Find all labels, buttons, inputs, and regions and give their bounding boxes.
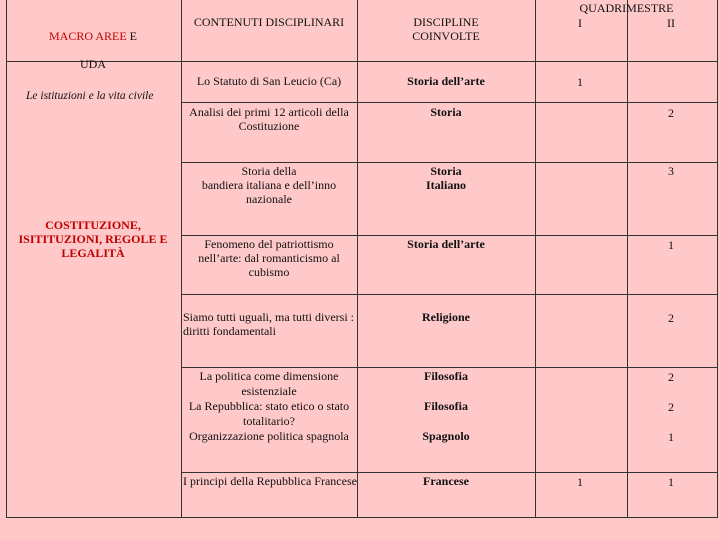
row-divider [181,162,718,163]
header-uda-label: UDA [80,57,106,71]
row-divider [181,367,718,368]
row-7-q2: 1 [668,475,674,489]
row-4-q2: 1 [668,238,674,252]
header-discipline: DISCIPLINE COINVOLTE [412,15,480,43]
row-5-q2: 2 [668,311,674,325]
row-6-q2-a: 2 [668,370,674,384]
row-divider [181,235,718,236]
row-divider [181,472,718,473]
row-5-discipline: Religione [422,310,470,324]
row-2-discipline: Storia [430,105,462,119]
row-6-content: La politica come dimensione esistenziale La Repubblica: stato etico o stato totalitario? Organizzazione politica spagnola [188,369,350,443]
header-quadrimestre-1: I [578,16,582,30]
table-border-bottom [6,517,718,518]
row-divider [181,294,718,295]
row-6-discipline-b: Filosofia [424,399,468,413]
column-divider [535,0,536,518]
row-6-discipline-c: Spagnolo [422,429,470,443]
header-macro-suffix: E [126,29,138,43]
row-3-q2: 3 [668,164,674,178]
header-quadrimestre: QUADRIMESTRE [579,1,674,15]
header-macro-aree [10,15,176,71]
row-1-discipline: Storia dell’arte [407,74,485,88]
table-border-right [717,0,718,518]
theme-main-label: COSTITUZIONE, ISITITUZIONI, REGOLE E LEGALITÀ [18,218,168,260]
row-2-content: Analisi dei primi 12 articoli della Costituzione [189,105,349,133]
table-border-left [6,0,7,518]
theme-italic-label: Le istituzioni e la vita civile [26,90,154,102]
row-7-content: I principi della Repubblica Francese [183,474,357,488]
row-2-q2: 2 [668,106,674,120]
row-4-discipline: Storia dell’arte [407,237,485,251]
row-4-content: Fenomeno del patriottismo nell’arte: dal romanticismo al cubismo [198,237,340,279]
row-1-content: Lo Statuto di San Leucio (Ca) [196,74,342,88]
row-5-content: Siamo tutti uguali, ma tutti diversi : diritti fondamentali [183,310,354,338]
row-divider [181,102,718,103]
row-7-discipline: Francese [423,474,469,488]
row-6-q2-c: 1 [668,430,674,444]
row-6-discipline-a: Filosofia [424,369,468,383]
row-7-q1: 1 [577,475,583,489]
row-1-q1: 1 [577,75,583,89]
header-macro-label: MACRO AREE [48,29,127,43]
row-3-content: Storia della bandiera italiana e dell’inno nazionale [201,164,337,206]
header-contenuti: CONTENUTI DISCIPLINARI [193,15,345,29]
column-divider [627,0,628,518]
header-quadrimestre-2: II [667,16,675,30]
row-6-q2-b: 2 [668,400,674,414]
row-3-discipline: Storia Italiano [425,164,466,192]
